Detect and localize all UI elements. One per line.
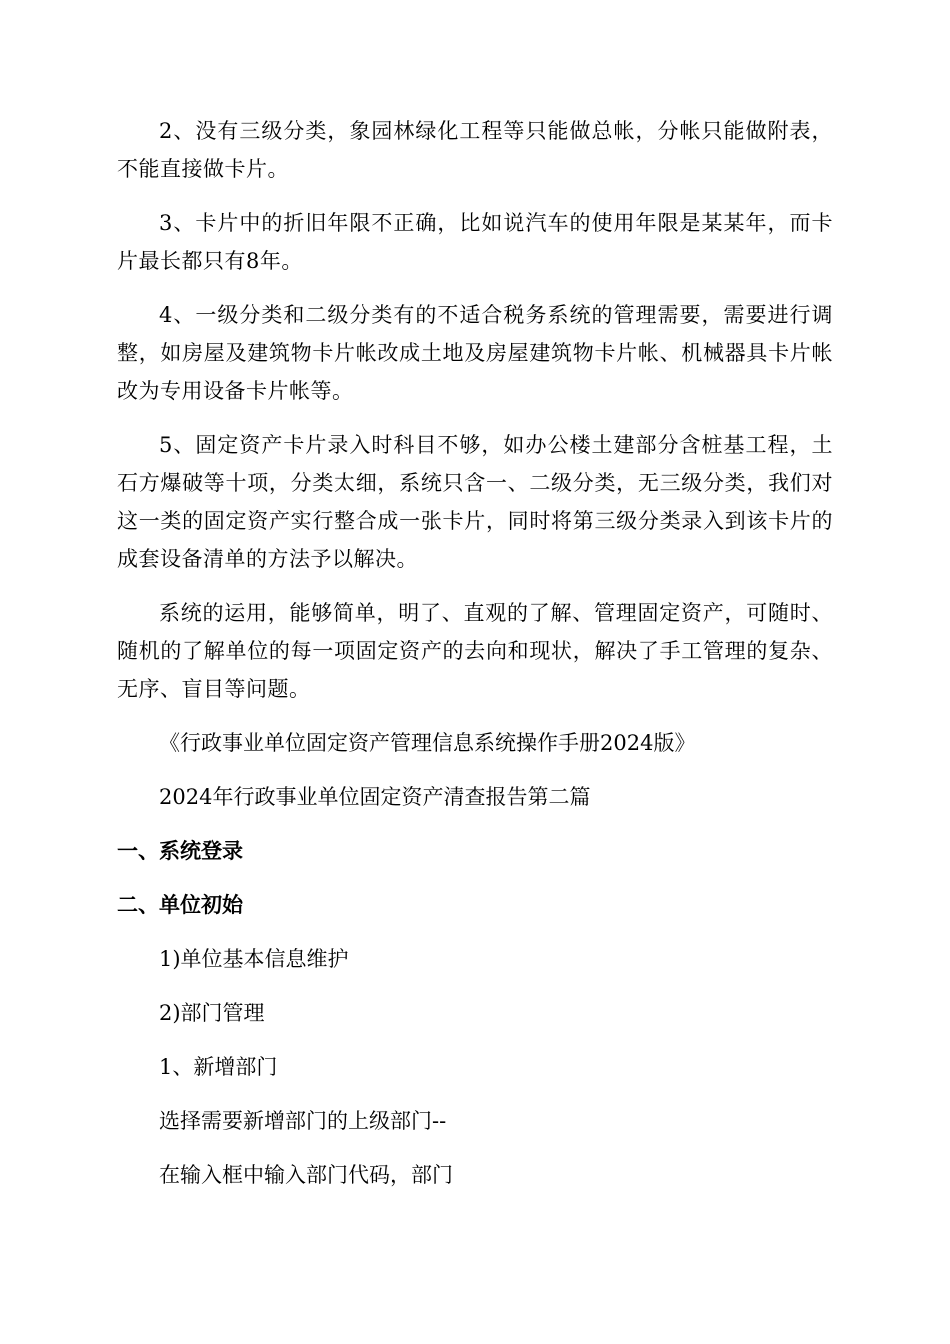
- list-item-new-dept: 1、新增部门: [159, 1055, 278, 1079]
- report-title: 2024年行政事业单位固定资产清查报告第二篇: [159, 785, 591, 809]
- list-item-dept-manage: 2)部门管理: [159, 1001, 265, 1025]
- list-item-unit-info: 1)单位基本信息维护: [159, 947, 349, 971]
- document-page: [117, 112, 833, 1210]
- section-heading-unit-init: 二、单位初始: [117, 893, 243, 917]
- instruction-select-parent: 选择需要新增部门的上级部门--: [159, 1109, 447, 1133]
- instruction-input-code: 在输入框中输入部门代码，部门: [159, 1163, 453, 1187]
- paragraph-item-2: 2、没有三级分类，象园林绿化工程等只能做总帐，分帐只能做附表，不能直接做卡片。: [117, 119, 833, 181]
- paragraph-item-4: 4、一级分类和二级分类有的不适合税务系统的管理需要，需要进行调整，如房屋及建筑物卡片帐改成土地及房屋建筑物卡片帐、机械器具卡片帐改为专用设备卡片帐等。: [117, 303, 833, 403]
- paragraph-item-3: 3、卡片中的折旧年限不正确，比如说汽车的使用年限是某某年，而卡片最长都只有8年。: [117, 211, 833, 273]
- paragraph-item-5: 5、固定资产卡片录入时科目不够，如办公楼土建部分含桩基工程，土石方爆破等十项，分类太细，系统只含一、二级分类，无三级分类，我们对这一类的固定资产实行整合成一张卡片，同时将第三级分类录入到该卡片的成套设备清单的方法予以解决。: [117, 433, 833, 571]
- paragraph-summary: 系统的运用，能够简单，明了、直观的了解、管理固定资产，可随时、随机的了解单位的每一项固定资产的去向和现状，解决了手工管理的复杂、无序、盲目等问题。: [117, 601, 833, 701]
- manual-title: 《行政事业单位固定资产管理信息系统操作手册2024版》: [159, 731, 696, 755]
- section-heading-login: 一、系统登录: [117, 839, 243, 863]
